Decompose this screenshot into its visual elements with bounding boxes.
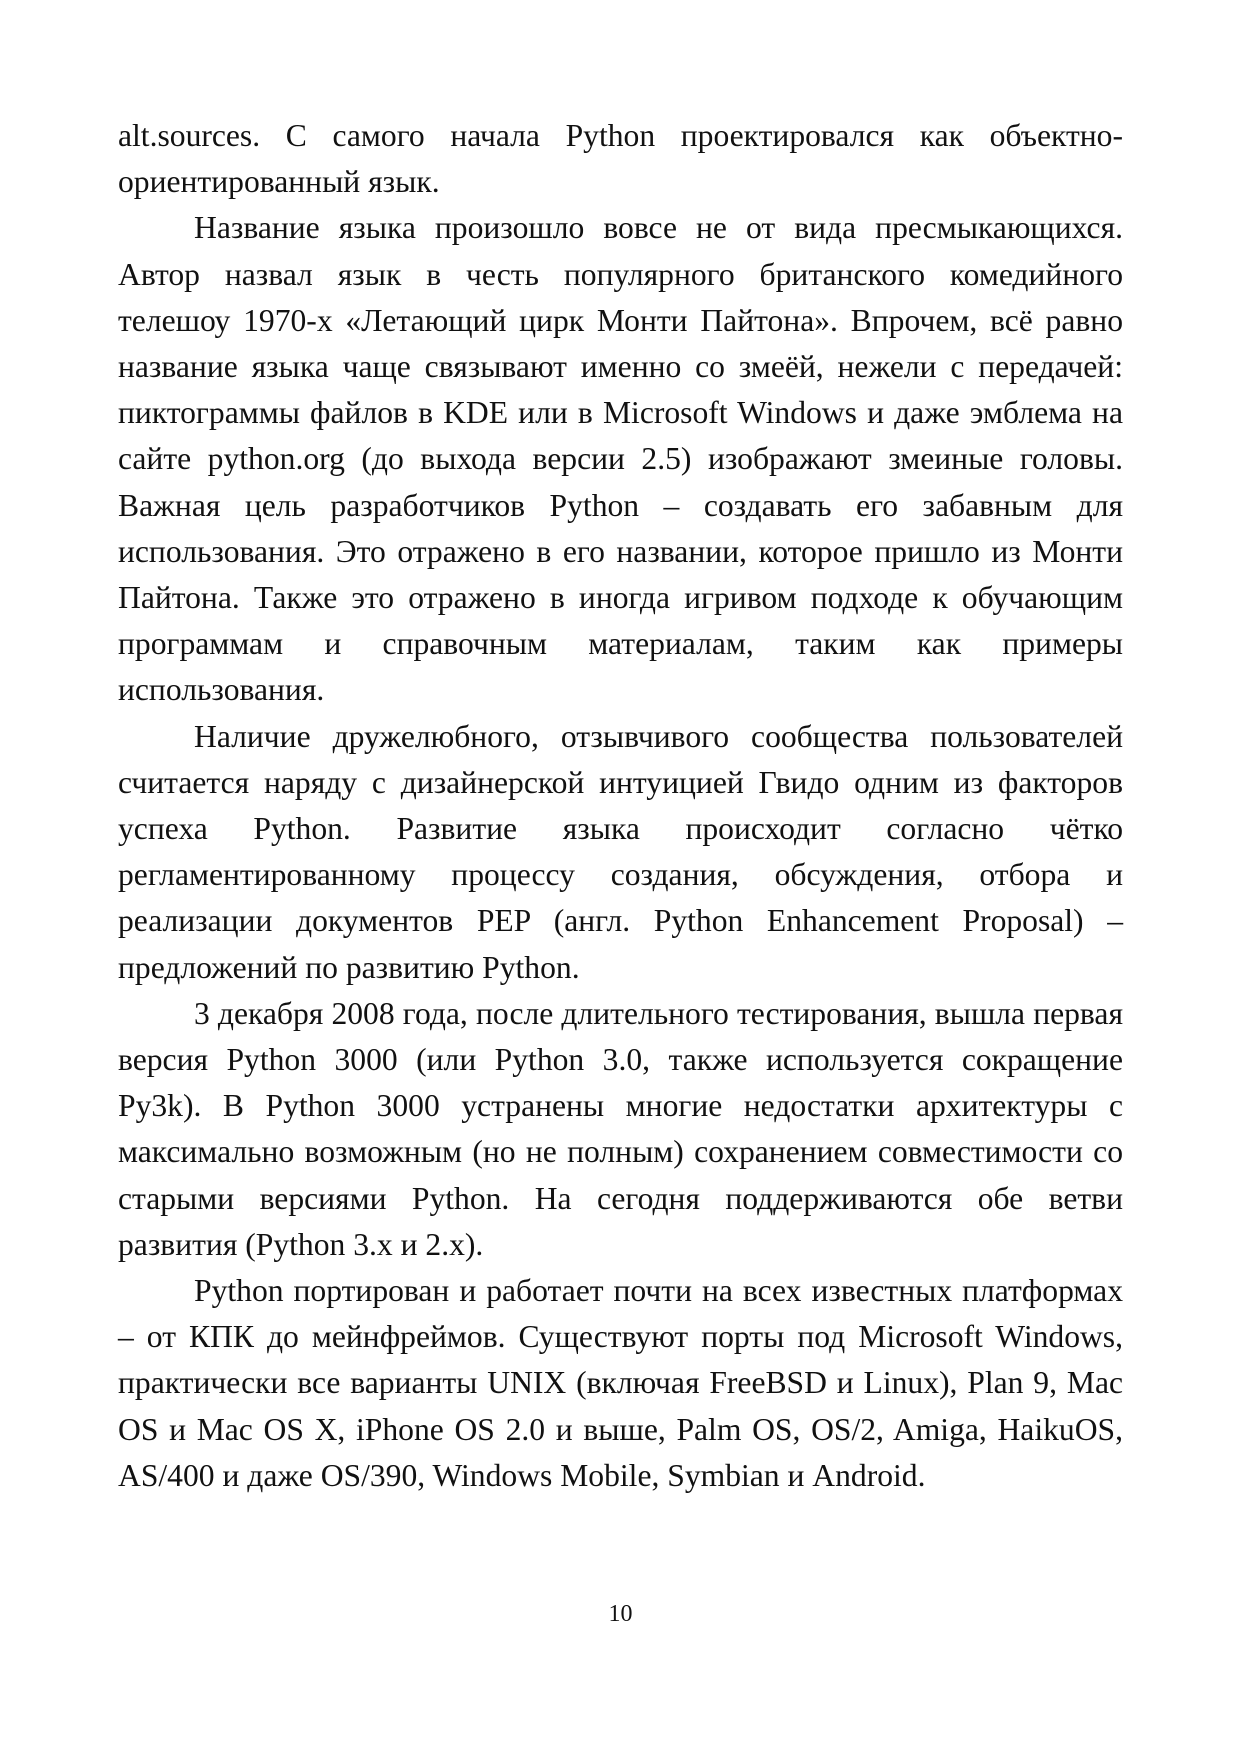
document-body	[118, 113, 1123, 1499]
paragraph-platforms: Python портирован и работает почти на всех известных платформах – от КПК до мейнфреймов. Существуют порты под Microsoft Windows, практически все варианты UNIX (включая FreeBSD и Linux), Plan 9, Mac OS и Mac OS X, iPhone OS 2.0 и выше, Palm OS, OS/2, Amiga, HaikuOS, AS/400 и даже OS/390, Windows Mobile, Symbian и Android.	[118, 1273, 1123, 1493]
paragraph-python-3000: 3 декабря 2008 года, после длительного тестирования, вышла первая версия Python 3000 (или Python 3.0, также используется сокращение Py3k). В Python 3000 устранены многие недостатки архитектуры с максимально возможным (но не полным) сохранением совместимости со старыми версиями Python. На сегодня поддерживаются обе ветви развития (Python 3.x и 2.x).	[118, 995, 1123, 1262]
page-number: 10	[608, 1601, 633, 1627]
paragraph-community: Наличие дружелюбного, отзывчивого сообщества пользователей считается наряду с дизайнерской интуицией Гвидо одним из факторов успеха Python. Развитие языка происходит согласно чётко регламентированному процессу создания, обсуждения, отбора и реализации документов PEP (англ. Python Enhancement Proposal) – предложений по развитию Python.	[118, 718, 1123, 985]
paragraph-name-origin: Название языка произошло вовсе не от вида пресмыкающихся. Автор назвал язык в честь популярного британского комедийного телешоу 1970-х «Летающий цирк Монти Пайтона». Впрочем, всё равно название языка чаще связывают именно со змеёй, нежели с передачей: пиктограммы файлов в KDE или в Microsoft Windows и даже эмблема на сайте python.org (до выхода версии 2.5) изображают змеиные головы. Важная цель разработчиков Python – создавать его забавным для использования. Это отражено в его названии, которое пришло из Монти Пайтона. Также это отражено в иногда игривом подходе к обучающим программам и справочным материалам, таким как примеры использования.	[118, 210, 1123, 708]
paragraph-continuation: alt.sources. С самого начала Python проектировался как объектно-ориентированный язык.	[118, 118, 1123, 200]
